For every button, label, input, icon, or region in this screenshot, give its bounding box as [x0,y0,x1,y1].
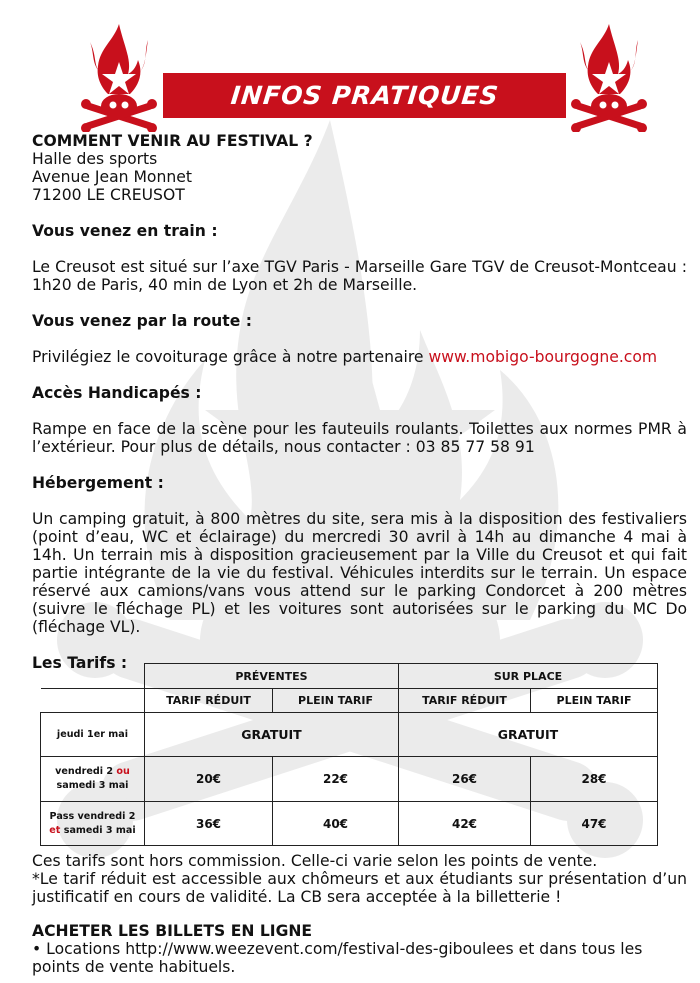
train-text: Le Creusot est situé sur l’axe TGV Paris - Marseille Gare TGV de Creusot-Montceau : 1h20 de Paris, 40 min de Lyon et 2h de Marseille. [32,258,687,294]
table-row [41,757,658,802]
price-table [40,663,658,846]
group-header-preventes: PRÉVENTES [145,664,399,689]
price-cell: GRATUIT [145,713,399,757]
train-heading: Vous venez en train : [32,222,218,240]
column-header: TARIF RÉDUIT [399,689,531,713]
price-cell: 36€ [145,802,273,846]
road-heading: Vous venez par la route : [32,312,252,330]
page-title: INFOS PRATIQUES [229,81,500,110]
info-content [32,132,687,672]
lodging-heading: Hébergement : [32,474,164,492]
table-row [41,713,658,757]
group-header-sur-place: SUR PLACE [399,664,658,689]
commission-note: Ces tarifs sont hors commission. Celle-ci varie selon les points de vente. [32,852,598,870]
price-cell: 42€ [399,802,531,846]
road-paragraph [32,348,687,366]
tickets-text: • Locations http://www.weezevent.com/festival-des-giboulees et dans tous les points de vente habituels. [32,940,643,976]
row-label: jeudi 1er mai [41,713,145,757]
row-label: Pass vendredi 2 et samedi 3 mai [41,802,145,846]
price-cell: GRATUIT [399,713,658,757]
price-cell: 20€ [145,757,273,802]
flame-skull-logo-icon [78,22,160,132]
title-banner [163,73,566,118]
price-cell: 47€ [531,802,658,846]
price-cell: 22€ [273,757,399,802]
column-header: PLEIN TARIF [531,689,658,713]
address-line-1: Halle des sports [32,150,158,168]
row-label: vendredi 2 ou samedi 3 mai [41,757,145,802]
flame-skull-logo-icon [568,22,650,132]
price-cell: 28€ [531,757,658,802]
tickets-heading: ACHETER LES BILLETS EN LIGNE [32,922,313,940]
lodging-text: Un camping gratuit, à 800 mètres du site, sera mis à la disposition des festivaliers (point d’eau, WC et éclairage) du mercredi 30 avril à 14h au dimanche 4 mai à 14h. Un terrain mis à disposition gracieusement par la Ville du Creusot et qui fait partie intégrante de la vie du festival. Véhicules interdits sur le terrain. Un espace réservé aux camions/vans vous attend sur le parking Condorcet à 200 mètres (suivre le fléchage PL) et les voitures sont autorisées sur le parking du MC Do (fléchage VL). [32,510,687,636]
address-line-2: Avenue Jean Monnet [32,168,192,186]
mobigo-link[interactable]: www.mobigo-bourgogne.com [428,348,658,366]
handicap-heading: Accès Handicapés : [32,384,202,402]
price-cell: 40€ [273,802,399,846]
column-header: PLEIN TARIF [273,689,399,713]
access-heading: COMMENT VENIR AU FESTIVAL ? [32,132,313,150]
prices-heading: Les Tarifs : [32,654,128,672]
footer-notes [32,852,687,976]
handicap-text: Rampe en face de la scène pour les fauteuils roulants. Toilettes aux normes PMR à l’extérieur. Pour plus de détails, nous contacter : 03 85 77 58 91 [32,420,687,456]
reduced-price-note: *Le tarif réduit est accessible aux chômeurs et aux étudiants sur présentation d’un justificatif en cours de validité. La CB sera acceptée à la billetterie ! [32,870,687,906]
road-text: Privilégiez le covoiturage grâce à notre partenaire [32,348,429,366]
address-line-3: 71200 LE CREUSOT [32,186,185,204]
column-header: TARIF RÉDUIT [145,689,273,713]
price-cell: 26€ [399,757,531,802]
table-row [41,802,658,846]
